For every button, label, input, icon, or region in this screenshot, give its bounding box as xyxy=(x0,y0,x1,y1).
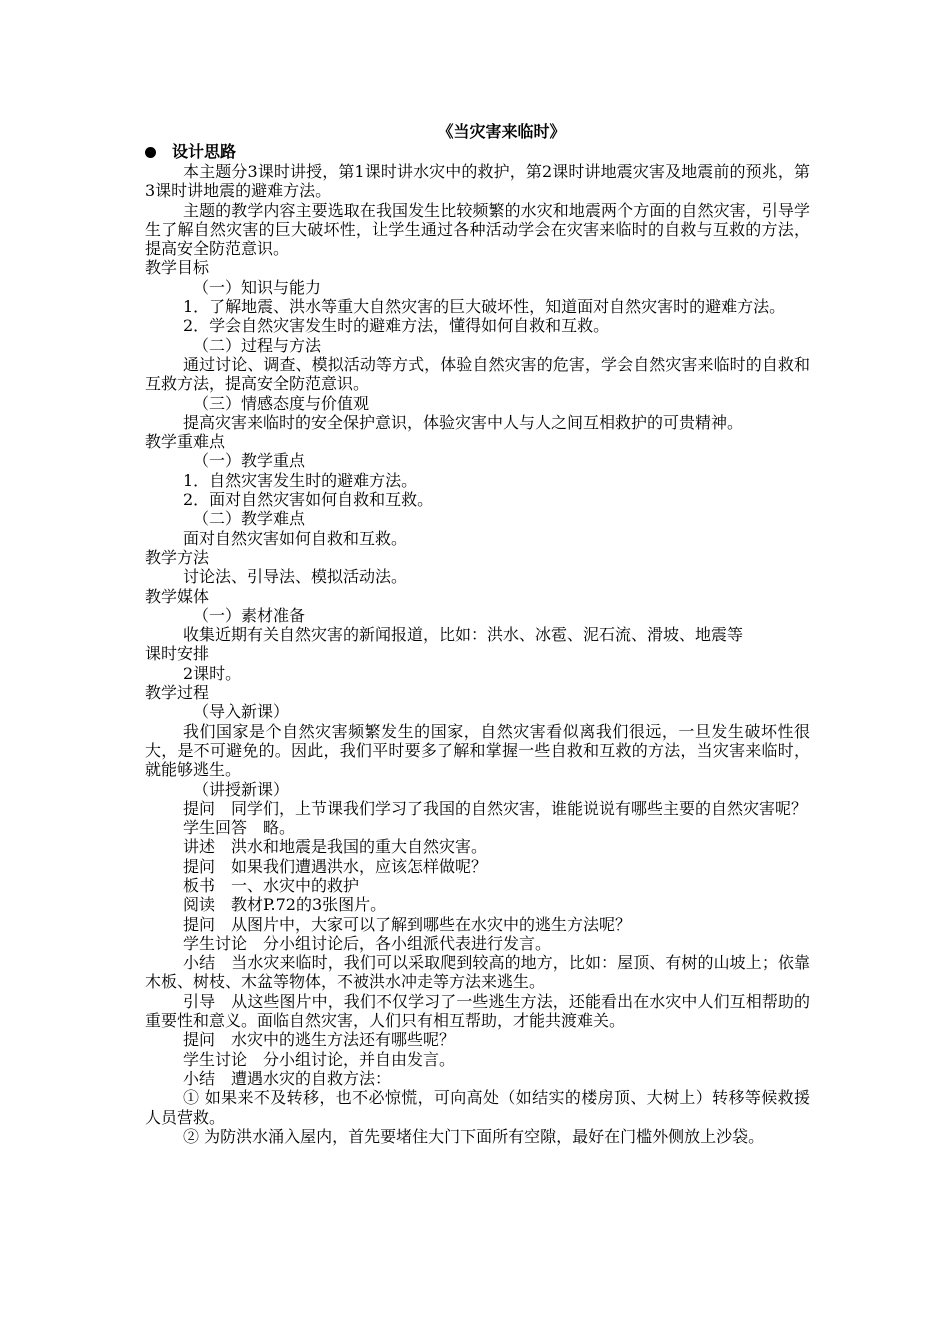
list-item: 2．学会自然灾害发生时的避难方法，懂得如何自救和互救。 xyxy=(183,316,610,336)
bullet-icon xyxy=(145,147,156,158)
paragraph: 主题的教学内容主要选取在我国发生比较频繁的水灾和地震两个方面的自然灾害，引导学生了解自然灾害的巨大破坏性，让学生通过各种活动学会在灾害来临时的自救与互救的方法，提高安全防范意识。 xyxy=(145,200,810,259)
dialogue-line: 小结 当水灾来临时，我们可以采取爬到较高的地方，比如：屋顶、有树的山坡上；依靠木板、树枝、木盆等物体，不被洪水冲走等方法来逃生。 xyxy=(145,953,810,992)
paragraph: 收集近期有关自然灾害的新闻报道，比如：洪水、冰雹、泥石流、滑坡、地震等 xyxy=(183,625,744,645)
list-item: 2．面对自然灾害如何自救和互救。 xyxy=(183,490,434,510)
design-heading-text: 设计思路 xyxy=(172,142,237,161)
sub-heading: （一）知识与能力 xyxy=(193,277,322,297)
sub-heading: （讲授新课） xyxy=(193,779,290,799)
paragraph: 2课时。 xyxy=(183,663,242,683)
list-item: 1．自然灾害发生时的避难方法。 xyxy=(183,470,418,490)
section-heading: 教学媒体 xyxy=(145,586,210,606)
paragraph: 本主题分3课时讲授，第1课时讲水灾中的救护，第2课时讲地震灾害及地震前的预兆，第3课时讲地震的避难方法。 xyxy=(145,162,810,201)
paragraph: 面对自然灾害如何自救和互救。 xyxy=(183,528,408,548)
dialogue-line: 提问 水灾中的逃生方法还有哪些呢？ xyxy=(183,1030,456,1050)
sub-heading: （三）情感态度与价值观 xyxy=(193,393,370,413)
paragraph: 提高灾害来临时的安全保护意识，体验灾害中人与人之间互相救护的可贵精神。 xyxy=(183,412,744,432)
paragraph: 通过讨论、调查、模拟活动等方式，体验自然灾害的危害，学会自然灾害来临时的自救和互救方法，提高安全防范意识。 xyxy=(145,354,810,394)
section-heading: 教学目标 xyxy=(145,258,210,278)
paragraph: 讨论法、引导法、模拟活动法。 xyxy=(183,567,408,587)
dialogue-line: 提问 从图片中，大家可以了解到哪些在水灾中的逃生方法呢？ xyxy=(183,914,632,934)
dialogue-line: 板书 一、水灾中的救护 xyxy=(183,875,360,895)
document-page xyxy=(145,122,810,1146)
section-heading: 教学过程 xyxy=(145,683,210,703)
dialogue-line: 提问 同学们，上节课我们学习了我国的自然灾害，谁能说说有哪些主要的自然灾害呢？ xyxy=(183,798,808,818)
dialogue-line: ① 如果来不及转移，也不必惊慌，可向高处（如结实的楼房顶、大树上）转移等候救援人员营救。 xyxy=(145,1088,810,1127)
dialogue-line: ② 为防洪水涌入屋内，首先要堵住大门下面所有空隙，最好在门槛外侧放上沙袋。 xyxy=(183,1126,765,1146)
dialogue-line: 小结 遭遇水灾的自救方法： xyxy=(183,1068,392,1088)
dialogue-line: 学生讨论 分小组讨论，并自由发言。 xyxy=(183,1049,456,1069)
sub-heading: （二）教学难点 xyxy=(193,509,306,529)
sub-heading: （导入新课） xyxy=(193,702,290,722)
design-heading xyxy=(145,142,810,162)
dialogue-line: 学生讨论 分小组讨论后，各小组派代表进行发言。 xyxy=(183,933,552,953)
dialogue-line: 提问 如果我们遭遇洪水，应该怎样做呢？ xyxy=(183,856,488,876)
dialogue-line: 学生回答 略。 xyxy=(183,818,296,838)
section-heading: 教学重难点 xyxy=(145,432,226,452)
section-heading: 课时安排 xyxy=(145,644,210,664)
paragraph: 我们国家是个自然灾害频繁发生的国家，自然灾害看似离我们很远，一旦发生破坏性很大，是不可避免的。因此，我们平时要多了解和掌握一些自救和互救的方法，当灾害来临时，就能够逃生。 xyxy=(145,721,810,780)
list-item: 1．了解地震、洪水等重大自然灾害的巨大破坏性，知道面对自然灾害时的避难方法。 xyxy=(183,297,786,317)
section-heading: 教学方法 xyxy=(145,547,210,567)
sub-heading: （一）教学重点 xyxy=(193,451,306,471)
document-title: 《当灾害来临时》 xyxy=(437,122,566,141)
sub-heading: （二）过程与方法 xyxy=(193,335,322,355)
sub-heading: （一）素材准备 xyxy=(193,605,306,625)
dialogue-line: 阅读 教材P.72的3张图片。 xyxy=(183,895,387,915)
dialogue-line: 讲述 洪水和地震是我国的重大自然灾害。 xyxy=(183,837,488,857)
dialogue-line: 引导 从这些图片中，我们不仅学习了一些逃生方法，还能看出在水灾中人们互相帮助的重要性和意义。面临自然灾害，人们只有相互帮助，才能共渡难关。 xyxy=(145,991,810,1031)
